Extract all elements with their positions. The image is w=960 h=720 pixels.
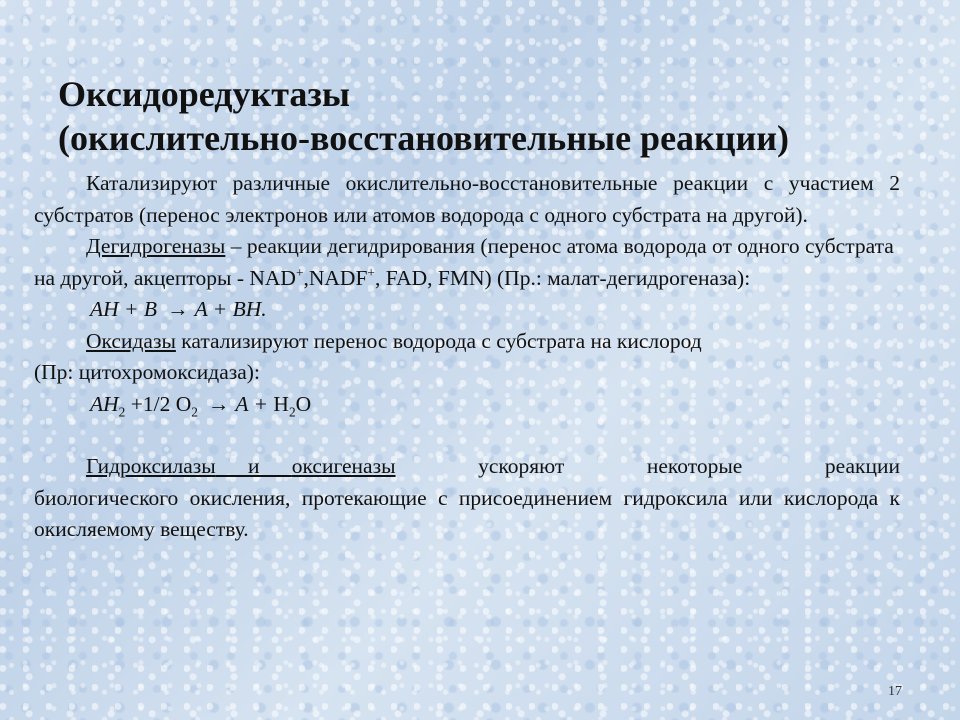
formula2-ah: AH [90, 391, 119, 416]
oxidase-text: катализируют перенос водорода с субстрата на кислород [175, 328, 702, 353]
oxidase-example: (Пр: цитохромоксидаза): [34, 360, 260, 384]
formula1-right: A + BH. [194, 297, 267, 321]
hydroxylase-term-and: и [247, 454, 260, 478]
hydroxylase-word-1: ускоряют [478, 454, 565, 478]
title-line-2: (окислительно-восстановительные реакции) [58, 118, 790, 158]
arrow-icon: → [207, 391, 230, 416]
oxidase-term: Оксидазы [86, 328, 176, 353]
formula2-h: H [273, 391, 289, 416]
hydroxylase-term-2: оксигеназы [291, 454, 396, 478]
hydroxylase-word-2: некоторые [646, 454, 743, 478]
hydroxylase-term-1: Гидроксилазы [86, 454, 216, 478]
nadf-superscript: + [367, 264, 375, 280]
intro-paragraph: Катализируют различные окислительно-восстановительные реакции с участием 2 субстратов (перенос электронов или атомов водорода с одного субстрата на другой). [34, 171, 900, 227]
dehydrogenase-text-2: ,NADF [303, 265, 368, 290]
formula2-o: O [295, 391, 312, 416]
formula2-sub-3: 2 [288, 403, 296, 419]
formula2-a-plus: A + [235, 391, 274, 416]
slide-body [34, 168, 900, 546]
slide-title [58, 72, 918, 160]
dehydrogenase-paragraph [34, 231, 900, 294]
hydroxylase-term [86, 451, 396, 483]
dehydrogenase-term: Дегидрогеназы [86, 234, 226, 258]
hydroxylase-first-line [34, 451, 900, 483]
arrow-icon: → [167, 297, 189, 321]
hydroxylase-word-3: реакции [824, 454, 900, 478]
hydroxylase-rest: биологического окисления, протекающие с присоединением гидроксила или кислорода к окисляемому веществу. [34, 485, 900, 541]
dehydrogenase-text-1: – реакции дегидрирования (перенос атома водорода от одного субстрата на другой, акцепторы - NAD [34, 234, 894, 290]
oxidase-paragraph [34, 326, 900, 358]
formula1-left: AH + B [90, 297, 158, 321]
formula-dehydrogenation [34, 294, 900, 326]
formula-oxidation [34, 389, 900, 421]
title-line-1: Оксидоредуктазы [58, 74, 350, 114]
spacer [34, 420, 900, 451]
dehydrogenase-text-3: , FAD, FMN) (Пр.: малат-дегидрогеназа): [374, 265, 751, 290]
formula2-sub-1: 2 [118, 403, 126, 419]
page-number: 17 [888, 684, 902, 699]
formula2-sub-2: 2 [191, 403, 198, 419]
nad-superscript: + [295, 264, 304, 280]
formula2-plus-half: +1/2 O [125, 391, 192, 416]
